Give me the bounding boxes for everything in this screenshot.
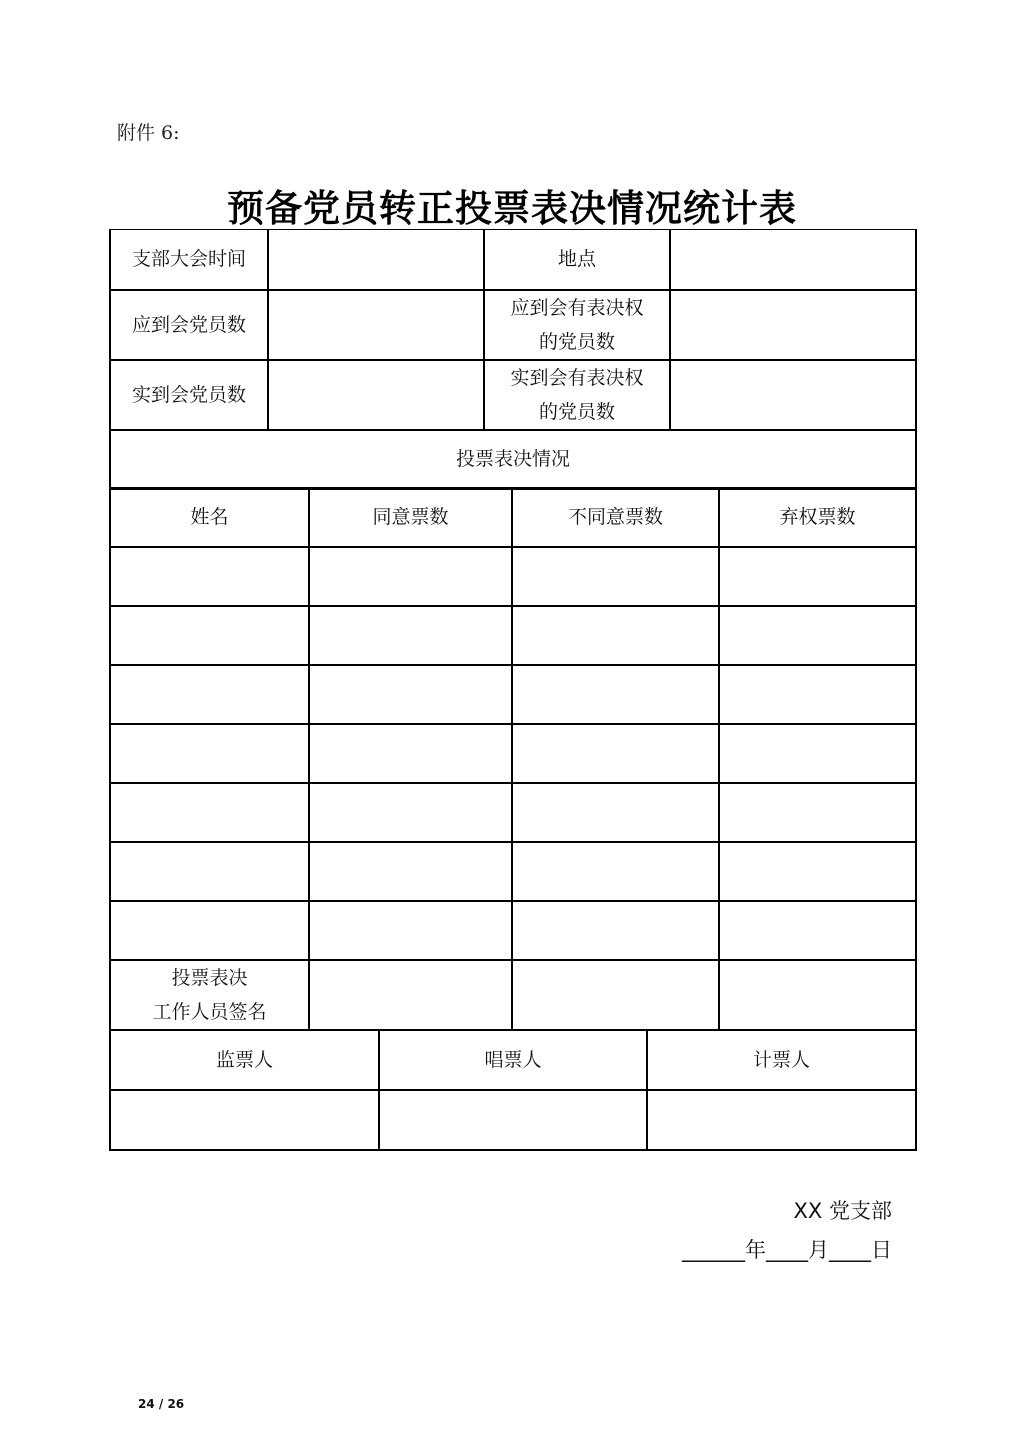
disagree-cell[interactable] xyxy=(512,783,719,842)
disagree-cell[interactable] xyxy=(512,606,719,665)
name-cell[interactable] xyxy=(110,783,309,842)
name-cell[interactable] xyxy=(110,665,309,724)
header-abstain: 弃权票数 xyxy=(719,488,916,547)
staff-signature-line-2: 工作人员签名 xyxy=(152,1000,267,1023)
agree-cell[interactable] xyxy=(309,665,512,724)
disagree-cell[interactable] xyxy=(512,724,719,783)
table-row xyxy=(110,842,916,901)
scrutineer-cell[interactable] xyxy=(110,1090,379,1150)
expected-members-cell[interactable] xyxy=(268,290,484,360)
meeting-info-table xyxy=(109,229,917,490)
vote-table xyxy=(109,487,917,1031)
actual-voting-members-label xyxy=(484,360,670,430)
expected-voting-line-1: 应到会有表决权 xyxy=(510,296,644,319)
abstain-cell[interactable] xyxy=(719,606,916,665)
staff-signature-label xyxy=(110,960,309,1030)
meeting-time-cell[interactable] xyxy=(268,230,484,290)
meeting-time-label: 支部大会时间 xyxy=(110,230,268,290)
name-cell[interactable] xyxy=(110,724,309,783)
party-branch-name: XX 党支部 xyxy=(793,1199,892,1223)
table-row xyxy=(110,606,916,665)
expected-voting-members-label xyxy=(484,290,670,360)
expected-voting-members-cell[interactable] xyxy=(670,290,916,360)
vote-section-heading: 投票表决情况 xyxy=(110,430,916,489)
actual-voting-members-cell[interactable] xyxy=(670,360,916,430)
header-disagree: 不同意票数 xyxy=(512,488,719,547)
page-title: 预备党员转正投票表决情况统计表 xyxy=(227,186,797,230)
table-row xyxy=(110,901,916,960)
staff-signature-line-1: 投票表决 xyxy=(171,966,248,989)
abstain-cell[interactable] xyxy=(719,842,916,901)
vote-caller-label: 唱票人 xyxy=(379,1031,647,1090)
table-row xyxy=(110,547,916,606)
page-number: 24 / 26 xyxy=(138,1397,185,1411)
roles-table xyxy=(109,1030,917,1151)
disagree-cell[interactable] xyxy=(512,901,719,960)
staff-signature-cell[interactable] xyxy=(512,960,719,1030)
name-cell[interactable] xyxy=(110,606,309,665)
place-cell[interactable] xyxy=(670,230,916,290)
actual-voting-line-1: 实到会有表决权 xyxy=(510,366,644,389)
abstain-cell[interactable] xyxy=(719,665,916,724)
actual-members-cell[interactable] xyxy=(268,360,484,430)
table-row xyxy=(110,665,916,724)
header-name: 姓名 xyxy=(110,488,309,547)
table-row xyxy=(110,783,916,842)
abstain-cell[interactable] xyxy=(719,901,916,960)
agree-cell[interactable] xyxy=(309,724,512,783)
place-label: 地点 xyxy=(484,230,670,290)
disagree-cell[interactable] xyxy=(512,842,719,901)
abstain-cell[interactable] xyxy=(719,547,916,606)
vote-counter-label: 计票人 xyxy=(647,1031,916,1090)
agree-cell[interactable] xyxy=(309,606,512,665)
date-line: ______年____月____日 xyxy=(682,1238,892,1262)
actual-voting-line-2: 的党员数 xyxy=(538,400,615,423)
scrutineer-label: 监票人 xyxy=(110,1031,379,1090)
agree-cell[interactable] xyxy=(309,547,512,606)
agree-cell[interactable] xyxy=(309,842,512,901)
expected-voting-line-2: 的党员数 xyxy=(538,330,615,353)
name-cell[interactable] xyxy=(110,901,309,960)
disagree-cell[interactable] xyxy=(512,547,719,606)
expected-members-label: 应到会党员数 xyxy=(110,290,268,360)
actual-members-label: 实到会党员数 xyxy=(110,360,268,430)
disagree-cell[interactable] xyxy=(512,665,719,724)
attachment-label: 附件 6: xyxy=(117,122,180,144)
vote-caller-cell[interactable] xyxy=(379,1090,647,1150)
table-row xyxy=(110,724,916,783)
vote-counter-cell[interactable] xyxy=(647,1090,916,1150)
header-agree: 同意票数 xyxy=(309,488,512,547)
name-cell[interactable] xyxy=(110,842,309,901)
abstain-cell[interactable] xyxy=(719,724,916,783)
staff-signature-cell[interactable] xyxy=(309,960,512,1030)
name-cell[interactable] xyxy=(110,547,309,606)
agree-cell[interactable] xyxy=(309,783,512,842)
abstain-cell[interactable] xyxy=(719,783,916,842)
agree-cell[interactable] xyxy=(309,901,512,960)
staff-signature-cell[interactable] xyxy=(719,960,916,1030)
